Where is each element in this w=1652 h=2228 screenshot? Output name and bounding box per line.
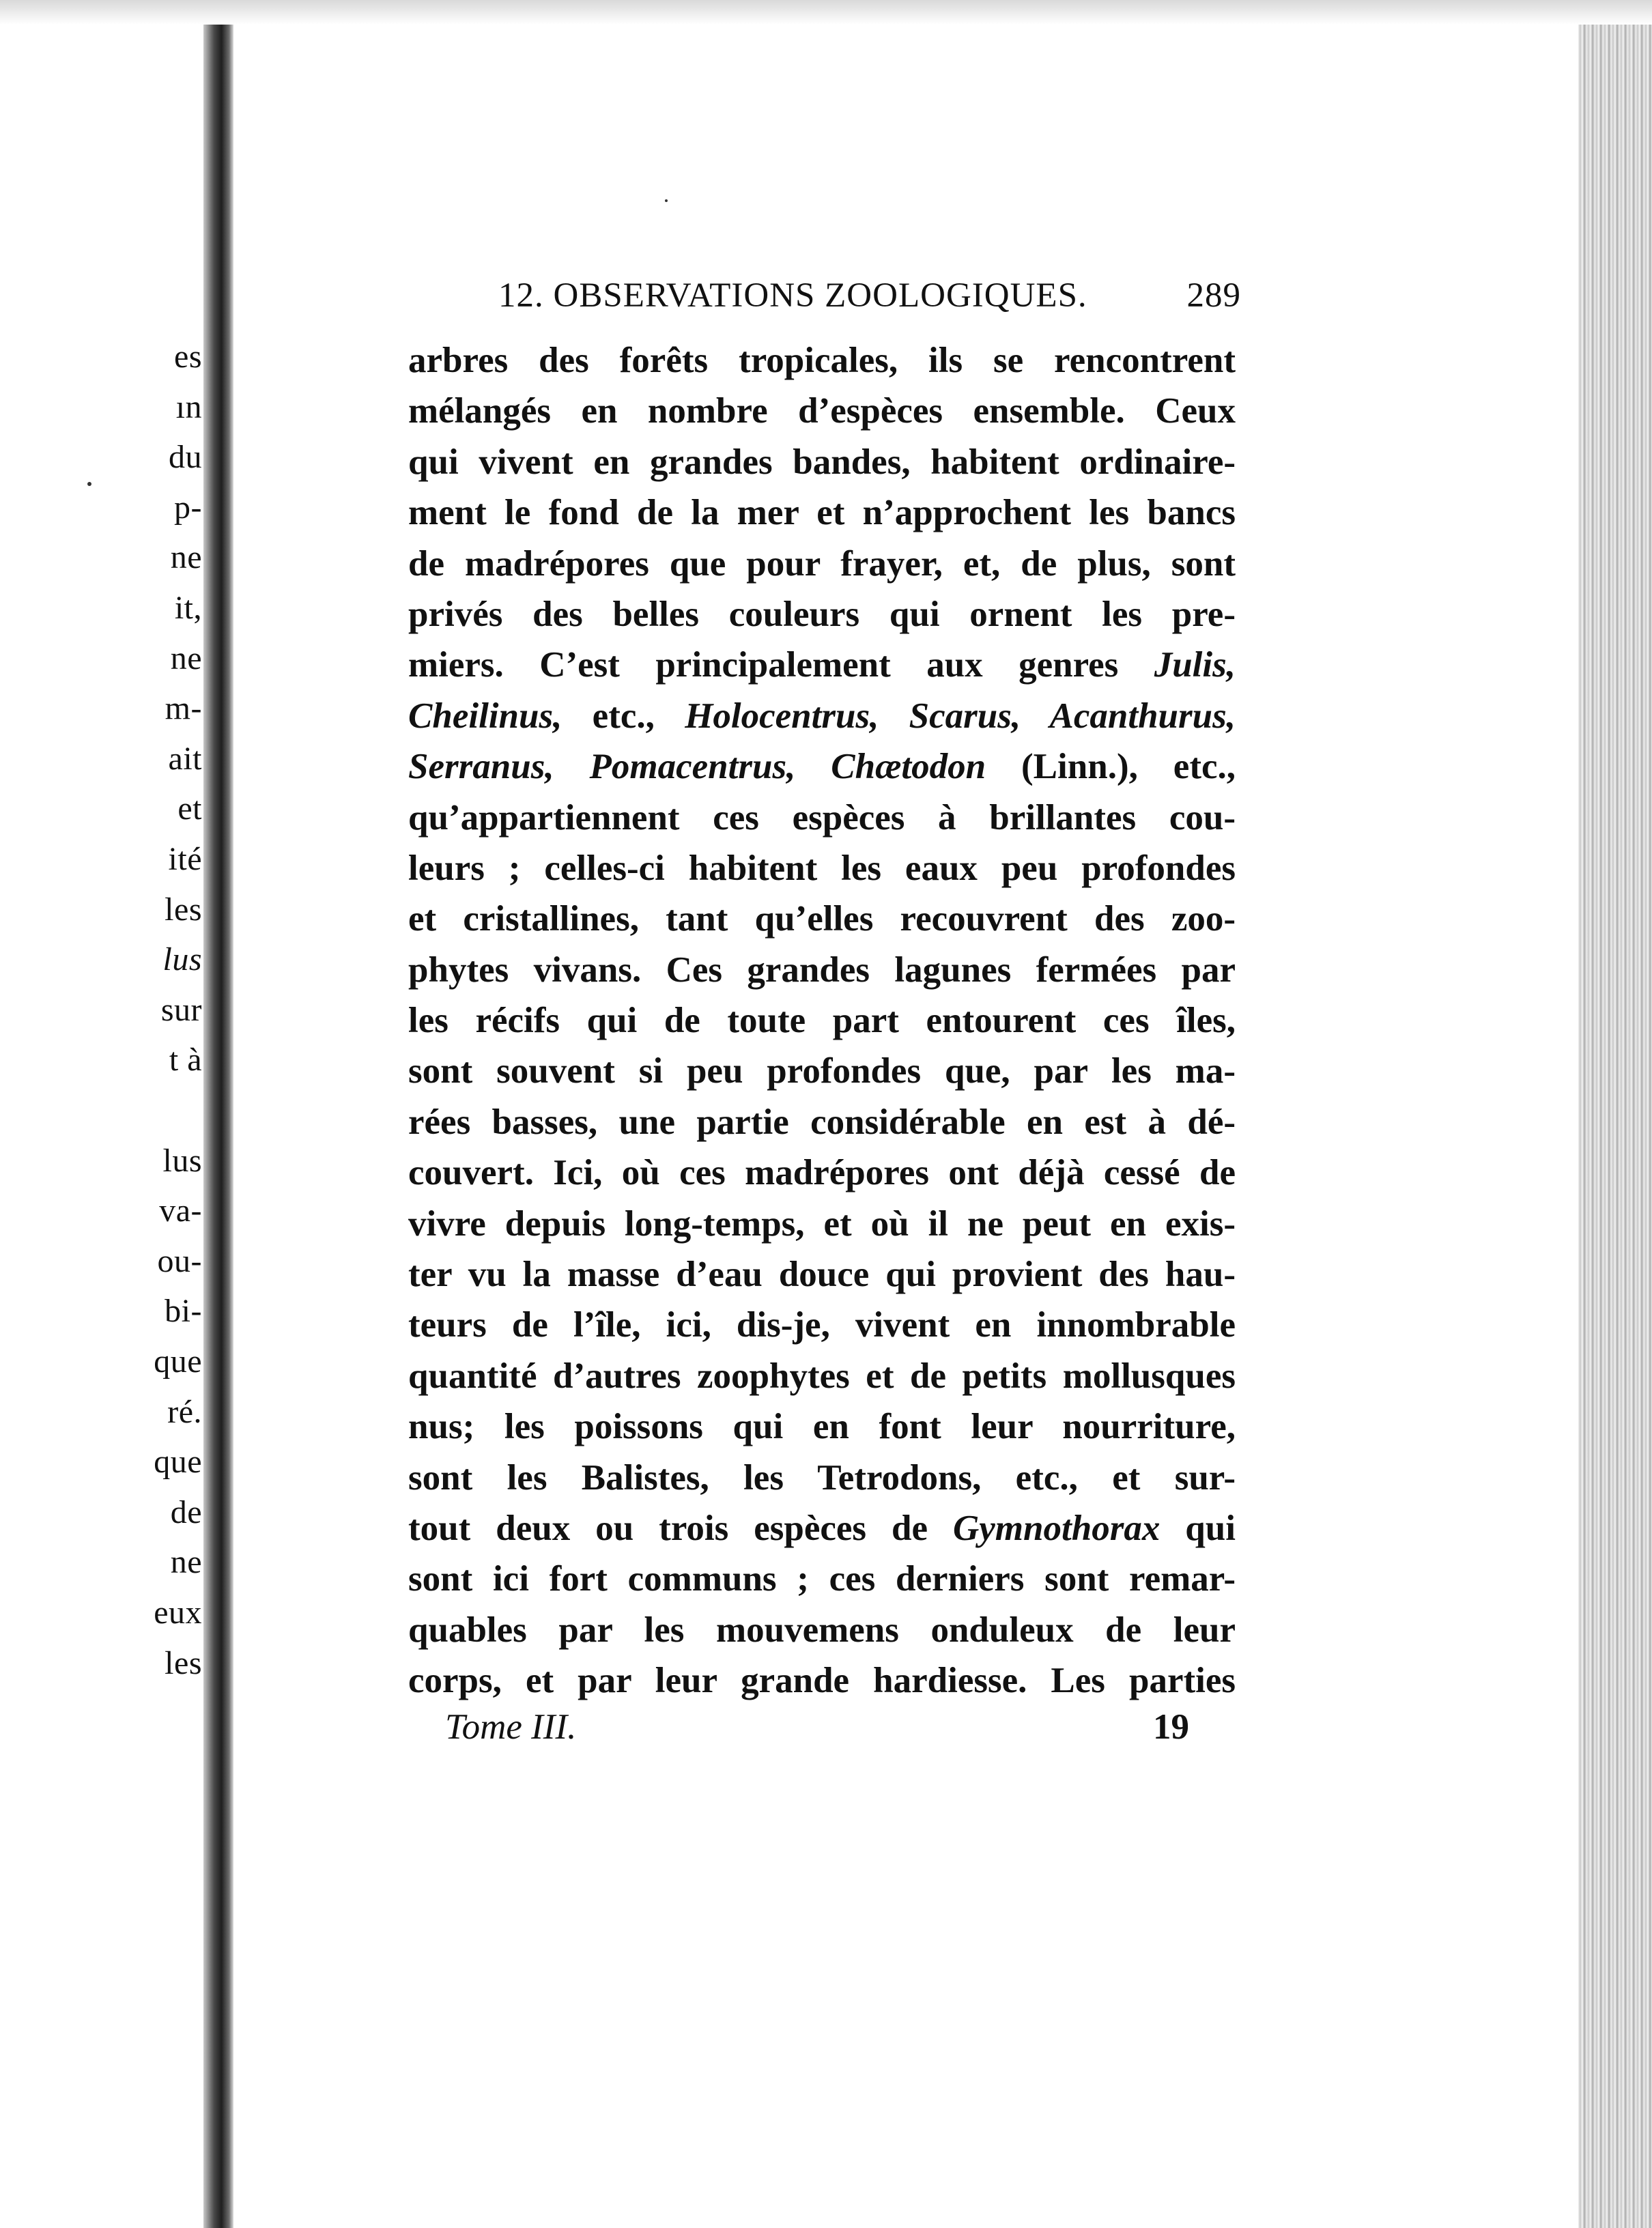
text-run: nus; les poissons qui en font leur nourriture, <box>408 1407 1236 1447</box>
facing-page-fragment: es <box>174 339 202 375</box>
text-run: de madrépores que pour frayer, et, de plus, sont <box>408 543 1236 584</box>
page-footer <box>445 1706 1189 1761</box>
text-run: qui <box>1160 1508 1236 1548</box>
fore-edge <box>1578 0 1652 2228</box>
text-run: mélangés en nombre d’espèces ensemble. Ceux <box>408 391 1236 431</box>
facing-page-fragment: du <box>169 439 202 476</box>
signature-mark: 19 <box>1153 1707 1189 1747</box>
text-line <box>408 894 1236 944</box>
facing-page-fragment: lus <box>162 941 202 978</box>
text-run: les récifs qui de toute part entourent ces îles, <box>408 1001 1236 1041</box>
paper-speck <box>87 482 91 486</box>
text-run: etc., <box>562 696 685 736</box>
facing-page-fragment: de <box>170 1494 202 1530</box>
text-run: ment le fond de la mer et n’approchent les bancs <box>408 493 1236 533</box>
text-line <box>408 995 1236 1046</box>
text-run: miers. C’est principalement aux genres <box>408 645 1154 685</box>
text-line <box>408 386 1236 436</box>
text-run: (Linn.), etc., <box>986 747 1236 787</box>
text-line <box>408 1199 1236 1249</box>
text-run: couvert. Ici, où ces madrépores ont déjà cessé de <box>408 1153 1236 1193</box>
paper-speck <box>665 199 668 202</box>
text-line <box>408 1453 1236 1503</box>
facing-page-fragment: ré. <box>167 1393 202 1430</box>
italic-text: Holocentrus, Scarus, Acanthurus, <box>685 696 1236 736</box>
facing-page-fragment: que <box>154 1444 202 1481</box>
text-line <box>408 1046 1236 1096</box>
facing-page-fragment: que <box>154 1343 202 1380</box>
text-run: ter vu la masse d’eau douce qui provient des hau- <box>408 1255 1236 1295</box>
text-run: leurs ; celles-ci habitent les eaux peu profondes <box>408 848 1236 888</box>
facing-page-fragment: ait <box>168 740 202 777</box>
text-line <box>408 437 1236 487</box>
text-run: qui vivent en grandes bandes, habitent ordinaire- <box>408 442 1236 482</box>
facing-page-fragment: p- <box>174 489 202 526</box>
facing-page-fragment: les <box>165 891 202 928</box>
book-gutter <box>203 0 233 2228</box>
text-line <box>408 335 1236 386</box>
text-run: corps, et par leur grande hardiesse. Les parties <box>408 1661 1236 1701</box>
text-run: privés des belles couleurs qui ornent les pre- <box>408 594 1236 634</box>
text-line <box>408 1605 1236 1655</box>
facing-page-fragment: t à <box>169 1042 202 1079</box>
text-run: rées basses, une partie considérable en est à dé- <box>408 1102 1236 1142</box>
text-line <box>408 487 1236 538</box>
chapter-title: 12. OBSERVATIONS ZOOLOGIQUES. <box>498 276 1087 315</box>
facing-page-fragment: ité <box>168 841 202 877</box>
text-run: quables par les mouvemens onduleux de leur <box>408 1610 1236 1650</box>
text-line <box>408 1249 1236 1300</box>
italic-text: Cheilinus, <box>408 696 562 736</box>
text-line <box>408 843 1236 894</box>
facing-page-fragment: ne <box>170 539 202 576</box>
left-page <box>0 0 213 2228</box>
text-run: tout deux ou trois espèces de <box>408 1508 953 1548</box>
text-line <box>408 1554 1236 1604</box>
text-run: et cristallines, tant qu’elles recouvrent des zoo- <box>408 899 1236 939</box>
facing-page-fragment: les <box>165 1644 202 1681</box>
italic-text: Gymnothorax <box>953 1508 1160 1548</box>
facing-page-fragment: et <box>177 790 202 827</box>
facing-page-fragment: eux <box>154 1595 202 1631</box>
text-run: qu’appartiennent ces espèces à brillantes cou- <box>408 797 1236 838</box>
text-line <box>408 1401 1236 1452</box>
facing-page-fragment: lus <box>162 1142 202 1179</box>
running-head <box>498 265 1241 326</box>
text-line <box>408 945 1236 995</box>
italic-text: Julis, <box>1154 645 1236 685</box>
text-line <box>408 589 1236 640</box>
top-shadow <box>0 0 1652 25</box>
text-run: phytes vivans. Ces grandes lagunes fermées par <box>408 949 1236 990</box>
text-run: sont les Balistes, les Tetrodons, etc., et sur- <box>408 1457 1236 1498</box>
text-line <box>408 741 1236 792</box>
text-line <box>408 1655 1236 1706</box>
facing-page-fragment: ın <box>175 388 202 425</box>
italic-text: Serranus, Pomacentrus, Chætodon <box>408 747 986 787</box>
text-line <box>408 1503 1236 1554</box>
facing-page-fragment: m- <box>165 690 202 727</box>
text-line <box>408 1147 1236 1198</box>
text-run: sont ici fort communs ; ces derniers sont remar- <box>408 1559 1236 1599</box>
facing-page-fragment: va- <box>159 1192 202 1229</box>
facing-page-fragment: ne <box>170 1544 202 1581</box>
text-line <box>408 640 1236 690</box>
text-run: vivre depuis long-temps, et où il ne peut en exis- <box>408 1203 1236 1244</box>
text-line <box>408 792 1236 843</box>
text-line <box>408 1351 1236 1401</box>
text-run: sont souvent si peu profondes que, par les ma- <box>408 1051 1236 1091</box>
facing-page-fragment: ou- <box>157 1242 202 1279</box>
text-run: teurs de l’île, ici, dis-je, vivent en innombrable <box>408 1305 1236 1345</box>
body-text <box>408 335 1236 1706</box>
page-number: 289 <box>1186 276 1241 315</box>
facing-page-fragment: it, <box>174 590 202 626</box>
text-run: quantité d’autres zoophytes et de petits mollusques <box>408 1356 1236 1396</box>
text-line <box>408 691 1236 741</box>
text-line <box>408 539 1236 589</box>
text-run: arbres des forêts tropicales, ils se rencontrent <box>408 341 1236 380</box>
text-line <box>408 1097 1236 1147</box>
facing-page-fragment: bi- <box>165 1293 202 1330</box>
facing-page-fragment: sur <box>160 991 202 1028</box>
facing-page-fragment: ne <box>170 640 202 676</box>
volume-label: Tome III. <box>445 1707 577 1747</box>
text-line <box>408 1300 1236 1350</box>
